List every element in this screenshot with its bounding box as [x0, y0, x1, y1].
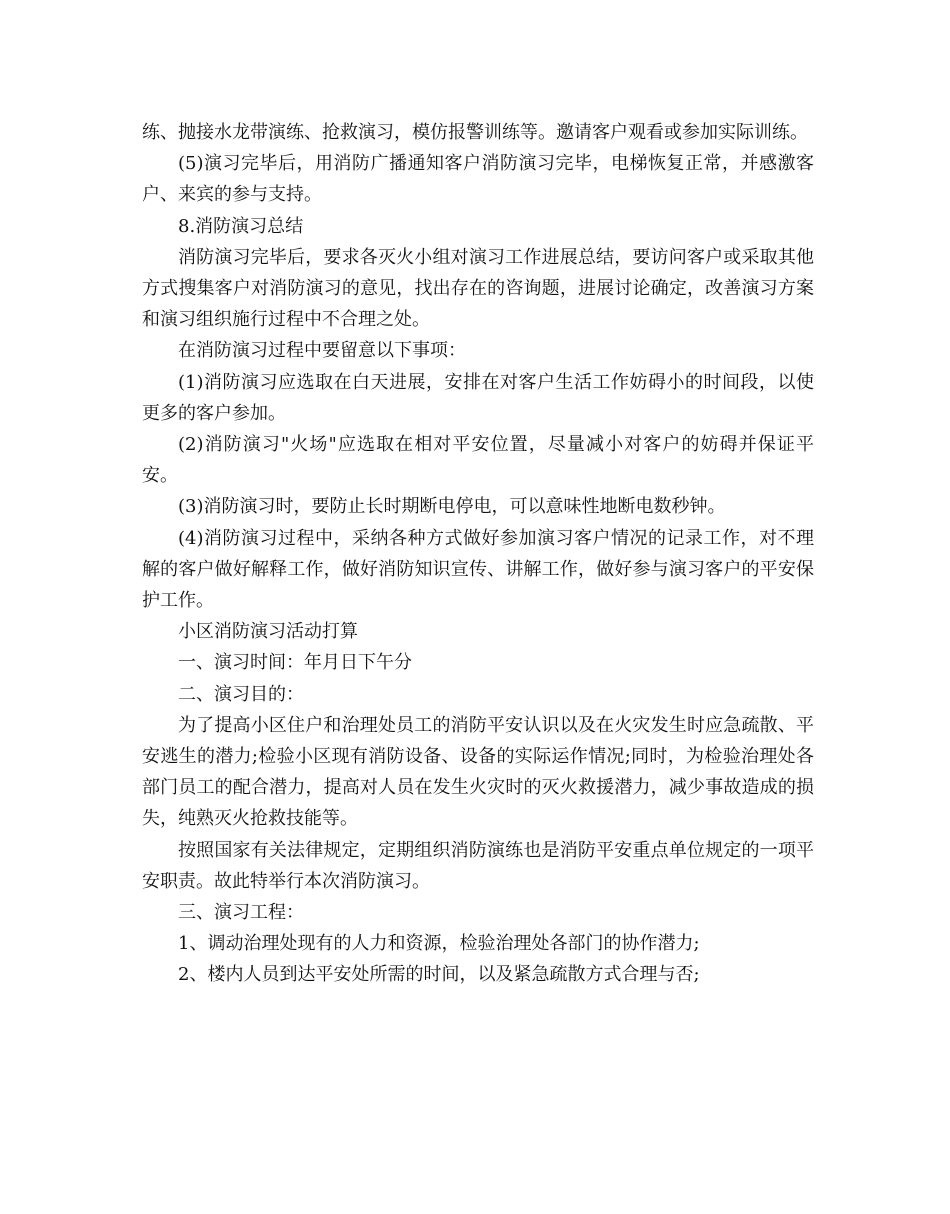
document-body [142, 117, 814, 991]
paragraph-drill-end-broadcast: (5)演习完毕后，用消防广播通知客户消防演习完毕，电梯恢复正常，并感激客户、来宾的参与支持。 [142, 153, 814, 206]
list-item-1: 1、调动治理处现有的人力和资源，检验治理处各部门的协作潜力; [178, 933, 700, 955]
heading-drill-purpose: 二、演习目的： [178, 683, 304, 705]
paragraph-note-3: (3)消防演习时，要防止长时期断电停电，可以意味性地断电数秒钟。 [178, 496, 726, 518]
heading-drill-time: 一、演习时间：年月日下午分 [178, 652, 412, 674]
paragraph-summary-body: 消防演习完毕后，要求各灭火小组对演习工作进展总结，要访问客户或采取其他方式搜集客户对消防演习的意见，找出存在的咨询题，进展讨论确定，改善演习方案和演习组织施行过程中不合理之处。 [142, 246, 814, 331]
paragraph-note-1: (1)消防演习应选取在白天进展，安排在对客户生活工作妨碍小的时间段，以使更多的客户参加。 [142, 371, 814, 424]
heading-drill-summary: 8.消防演习总结 [178, 215, 304, 237]
paragraph-note-2: (2)消防演习"火场"应选取在相对平安位置，尽量减小对客户的妨碍并保证平安。 [142, 434, 814, 487]
paragraph-drill-items-continued: 练、抛接水龙带演练、抢救演习，模仿报警训练等。邀请客户观看或参加实际训练。 [142, 122, 808, 143]
list-item-2: 2、楼内人员到达平安处所需的时间，以及紧急疏散方式合理与否; [178, 964, 700, 986]
heading-community-plan: 小区消防演习活动打算 [178, 621, 358, 643]
paragraph-notes-intro: 在消防演习过程中要留意以下事项： [178, 340, 466, 362]
paragraph-note-4: (4)消防演习过程中，采纳各种方式做好参加演习客户情况的记录工作，对不理解的客户做好解释工作，做好消防知识宣传、讲解工作，做好参与演习客户的平安保护工作。 [142, 527, 814, 612]
heading-drill-items: 三、演习工程： [178, 902, 304, 924]
paragraph-legal-basis: 按照国家有关法律规定，定期组织消防演练也是消防平安重点单位规定的一项平安职责。故此特举行本次消防演习。 [142, 839, 814, 892]
paragraph-purpose-body: 为了提高小区住户和治理处员工的消防平安认识以及在火灾发生时应急疏散、平安逃生的潜力;检验小区现有消防设备、设备的实际运作情况;同时，为检验治理处各部门员工的配合潜力，提高对人员在发生火灾时的灭火救援潜力，减少事故造成的损失，纯熟灭火抢救技能等。 [142, 714, 814, 830]
